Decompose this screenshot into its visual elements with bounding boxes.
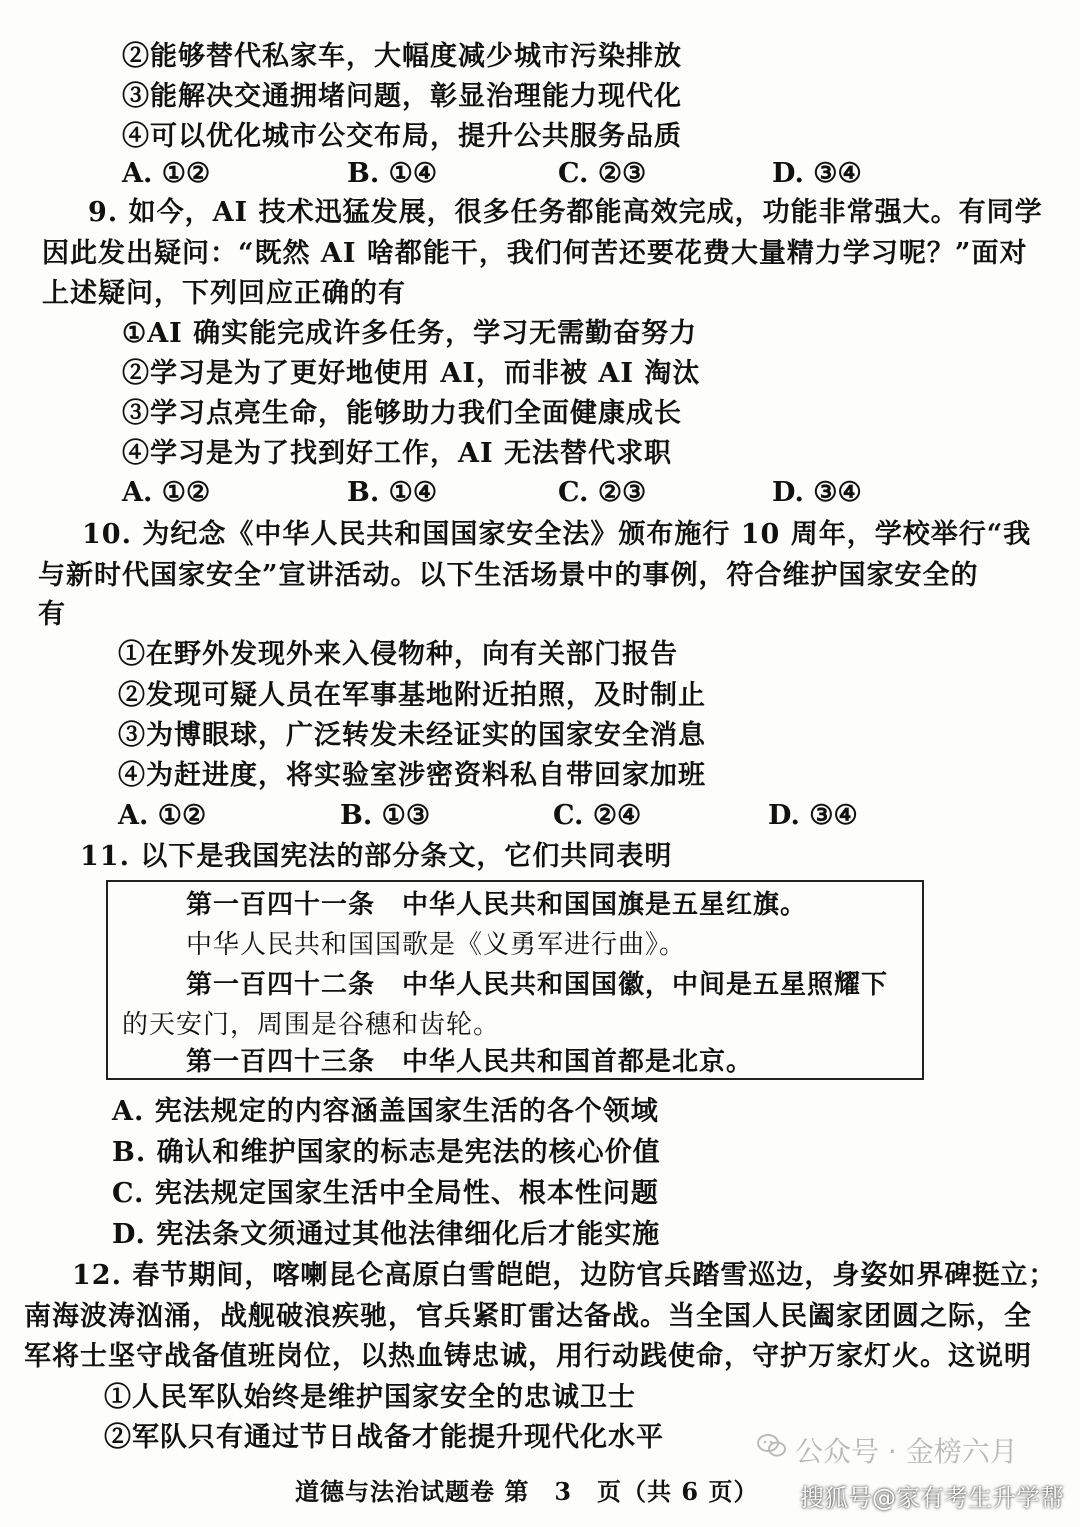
- wechat-icon: [757, 1433, 787, 1459]
- q10-option-d: D. ③④: [768, 800, 858, 831]
- q9-stem-line-1: 9. 如今，AI 技术迅猛发展，很多任务都能高效完成，功能非常强大。有同学: [88, 197, 1043, 228]
- q8-option-a: A. ①②: [122, 158, 211, 189]
- q11-option-d: D. 宪法条文须通过其他法律细化后才能实施: [112, 1219, 661, 1250]
- article-141: 第一百四十一条 中华人民共和国国旗是五星红旗。: [186, 890, 808, 920]
- q12-stem-line-1: 12. 春节期间，喀喇昆仑高原白雪皑皑，边防官兵踏雪巡边，身姿如界碑挺立；: [72, 1260, 1057, 1291]
- q8-item-2: ②能够替代私家车，大幅度减少城市污染排放: [122, 41, 682, 72]
- q9-stem-line-3: 上述疑问，下列回应正确的有: [42, 278, 406, 309]
- q9-item-4: ④学习是为了找到好工作，AI 无法替代求职: [122, 438, 672, 469]
- q9-stem-line-2: 因此发出疑问：“既然 AI 啥都能干，我们何苦还要花费大量精力学习呢？”面对: [42, 238, 1028, 269]
- q8-option-d: D. ③④: [772, 158, 862, 189]
- q9-item-2: ②学习是为了更好地使用 AI，而非被 AI 淘汰: [122, 358, 701, 389]
- q10-item-4: ④为赶进度，将实验室涉密资料私自带回家加班: [118, 760, 706, 791]
- q12-item-2: ②军队只有通过节日战备才能提升现代化水平: [104, 1422, 664, 1453]
- q10-option-c: C. ②④: [553, 800, 642, 831]
- q8-item-3: ③能解决交通拥堵问题，彰显治理能力现代化: [122, 81, 682, 112]
- q8-item-4: ④可以优化城市公交布局，提升公共服务品质: [122, 121, 682, 152]
- constitution-excerpt-box: [106, 880, 924, 1080]
- q11-stem: 11. 以下是我国宪法的部分条文，它们共同表明: [80, 841, 673, 872]
- article-142-cont: 的天安门，周围是谷穗和齿轮。: [122, 1010, 501, 1040]
- q11-option-b: B. 确认和维护国家的标志是宪法的核心价值: [112, 1137, 661, 1168]
- article-142: 第一百四十二条 中华人民共和国国徽，中间是五星照耀下: [186, 970, 889, 1000]
- q9-option-d: D. ③④: [772, 477, 862, 508]
- q10-item-1: ①在野外发现外来入侵物种，向有关部门报告: [118, 639, 678, 670]
- article-141-anthem: 中华人民共和国国歌是《义勇军进行曲》。: [186, 930, 687, 960]
- q12-item-1: ①人民军队始终是维护国家安全的忠诚卫士: [104, 1382, 636, 1413]
- sohu-watermark: 搜狐号@家有考生升学帮: [800, 1484, 1064, 1512]
- q8-option-c: C. ②③: [558, 158, 647, 189]
- q9-item-3: ③学习点亮生命，能够助力我们全面健康成长: [122, 398, 682, 429]
- wechat-watermark: 公众号 · 金榜六月: [795, 1435, 1018, 1468]
- q10-stem-line-2: 与新时代国家安全”宣讲活动。以下生活场景中的事例，符合维护国家安全的: [38, 560, 979, 591]
- q9-option-b: B. ①④: [347, 477, 438, 508]
- q8-option-b: B. ①④: [347, 158, 438, 189]
- q9-item-1: ①AI 确实能完成许多任务，学习无需勤奋努力: [122, 318, 698, 349]
- q10-option-b: B. ①③: [340, 800, 431, 831]
- q12-stem-line-2: 南海波涛汹涌，战舰破浪疾驰，官兵紧盯雷达备战。当全国人民阖家团圆之际，全: [24, 1301, 1032, 1332]
- q9-option-a: A. ①②: [122, 477, 211, 508]
- q12-stem-line-3: 军将士坚守战备值班岗位，以热血铸忠诚，用行动践使命，守护万家灯火。这说明: [24, 1341, 1032, 1372]
- q10-item-3: ③为博眼球，广泛转发未经证实的国家安全消息: [118, 720, 706, 751]
- article-143: 第一百四十三条 中华人民共和国首都是北京。: [186, 1047, 754, 1077]
- page-footer: 道德与法治试题卷 第 3 页（共 6 页）: [295, 1477, 759, 1506]
- q10-stem-line-1: 10. 为纪念《中华人民共和国国家安全法》颁布施行 10 周年，学校举行“我: [82, 519, 1032, 550]
- q11-option-a: A. 宪法规定的内容涵盖国家生活的各个领域: [112, 1096, 659, 1127]
- q9-option-c: C. ②③: [558, 477, 647, 508]
- q10-option-a: A. ①②: [118, 800, 207, 831]
- q10-stem-line-3: 有: [38, 599, 66, 630]
- q11-option-c: C. 宪法规定国家生活中全局性、根本性问题: [112, 1178, 659, 1209]
- q10-item-2: ②发现可疑人员在军事基地附近拍照，及时制止: [118, 680, 706, 711]
